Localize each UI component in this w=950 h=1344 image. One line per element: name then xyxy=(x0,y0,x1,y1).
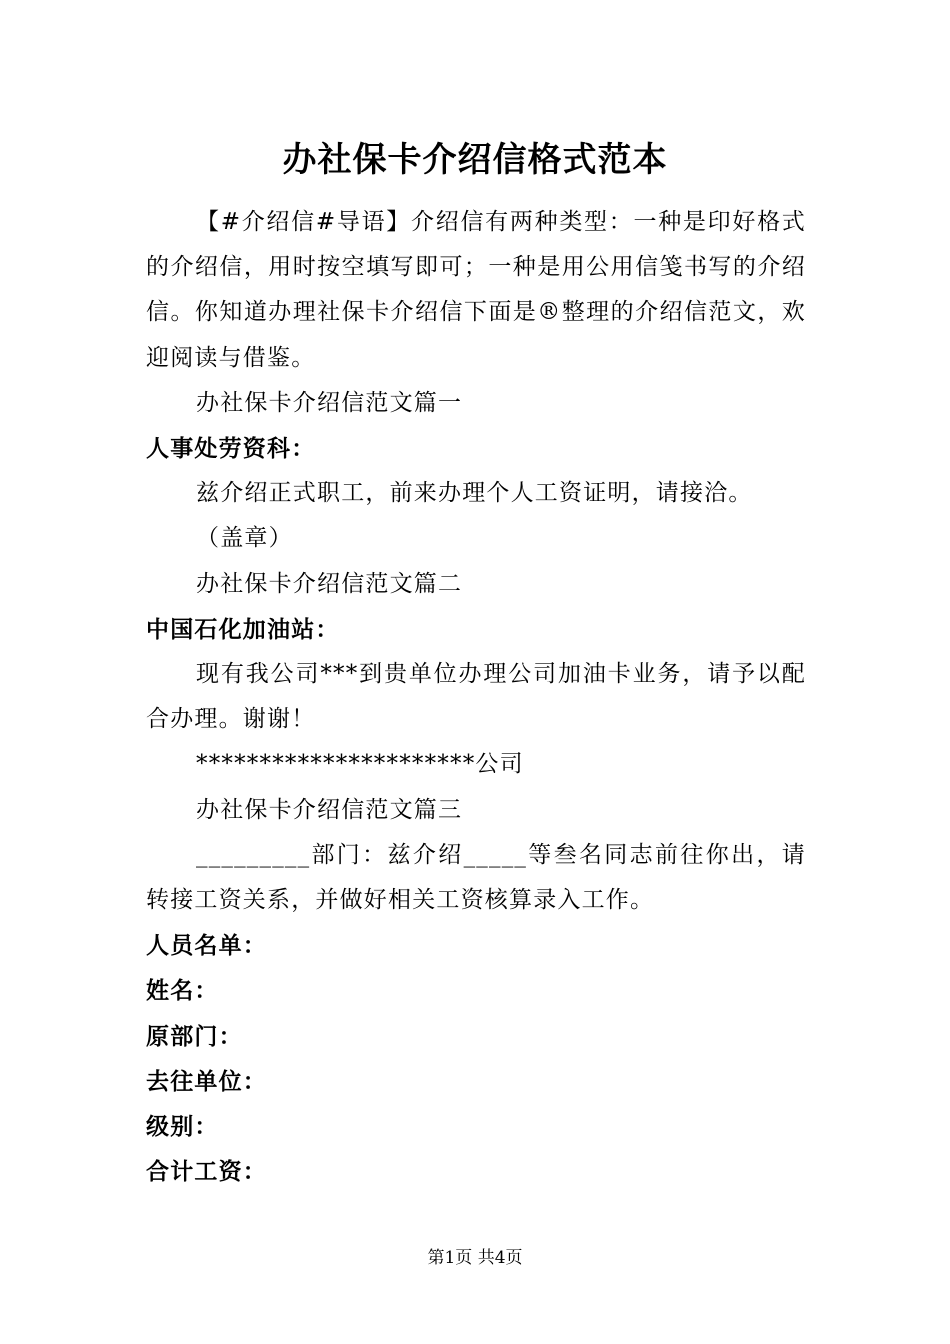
sample3-body: _________部门：兹介绍_____等叁名同志前往你出，请转接工资关系，并做好相关工资核算录入工作。 xyxy=(146,841,806,914)
sample3-heading: 办社保卡介绍信范文篇三 xyxy=(196,796,463,823)
name-field-label: 姓名： xyxy=(146,977,219,1005)
sample2-body: 现有我公司***到贵单位办理公司加油卡业务，请予以配合办理。谢谢！ xyxy=(146,661,806,733)
grade-label: 级别： xyxy=(146,1113,219,1141)
document-body xyxy=(146,200,806,1194)
page-footer: 第1页 共4页 xyxy=(427,1248,523,1268)
original-department-label: 原部门： xyxy=(146,1022,243,1050)
destination-unit-label: 去往单位： xyxy=(146,1067,267,1095)
sample2-recipient: 中国石化加油站： xyxy=(146,615,340,643)
sample2-signature: **********************公司 xyxy=(196,751,524,778)
sample1-heading: 办社保卡介绍信范文篇一 xyxy=(196,389,463,416)
document-title: 办社保卡介绍信格式范本 xyxy=(282,140,668,180)
sample1-recipient: 人事处劳资科： xyxy=(146,435,316,463)
sample1-body: 兹介绍正式职工，前来办理个人工资证明，请接洽。 xyxy=(196,480,753,507)
sample2-heading: 办社保卡介绍信范文篇二 xyxy=(196,570,463,597)
sample1-seal: （盖章） xyxy=(196,525,293,552)
intro-paragraph: 【#介绍信#导语】介绍信有两种类型：一种是印好格式的介绍信，用时按空填写即可；一种是用公用信笺书写的介绍信。你知道办理社保卡介绍信下面是®整理的介绍信范文，欢迎阅读与借鉴。 xyxy=(146,209,806,371)
personnel-list-label: 人员名单： xyxy=(146,932,267,960)
total-salary-label: 合计工资： xyxy=(146,1158,267,1186)
